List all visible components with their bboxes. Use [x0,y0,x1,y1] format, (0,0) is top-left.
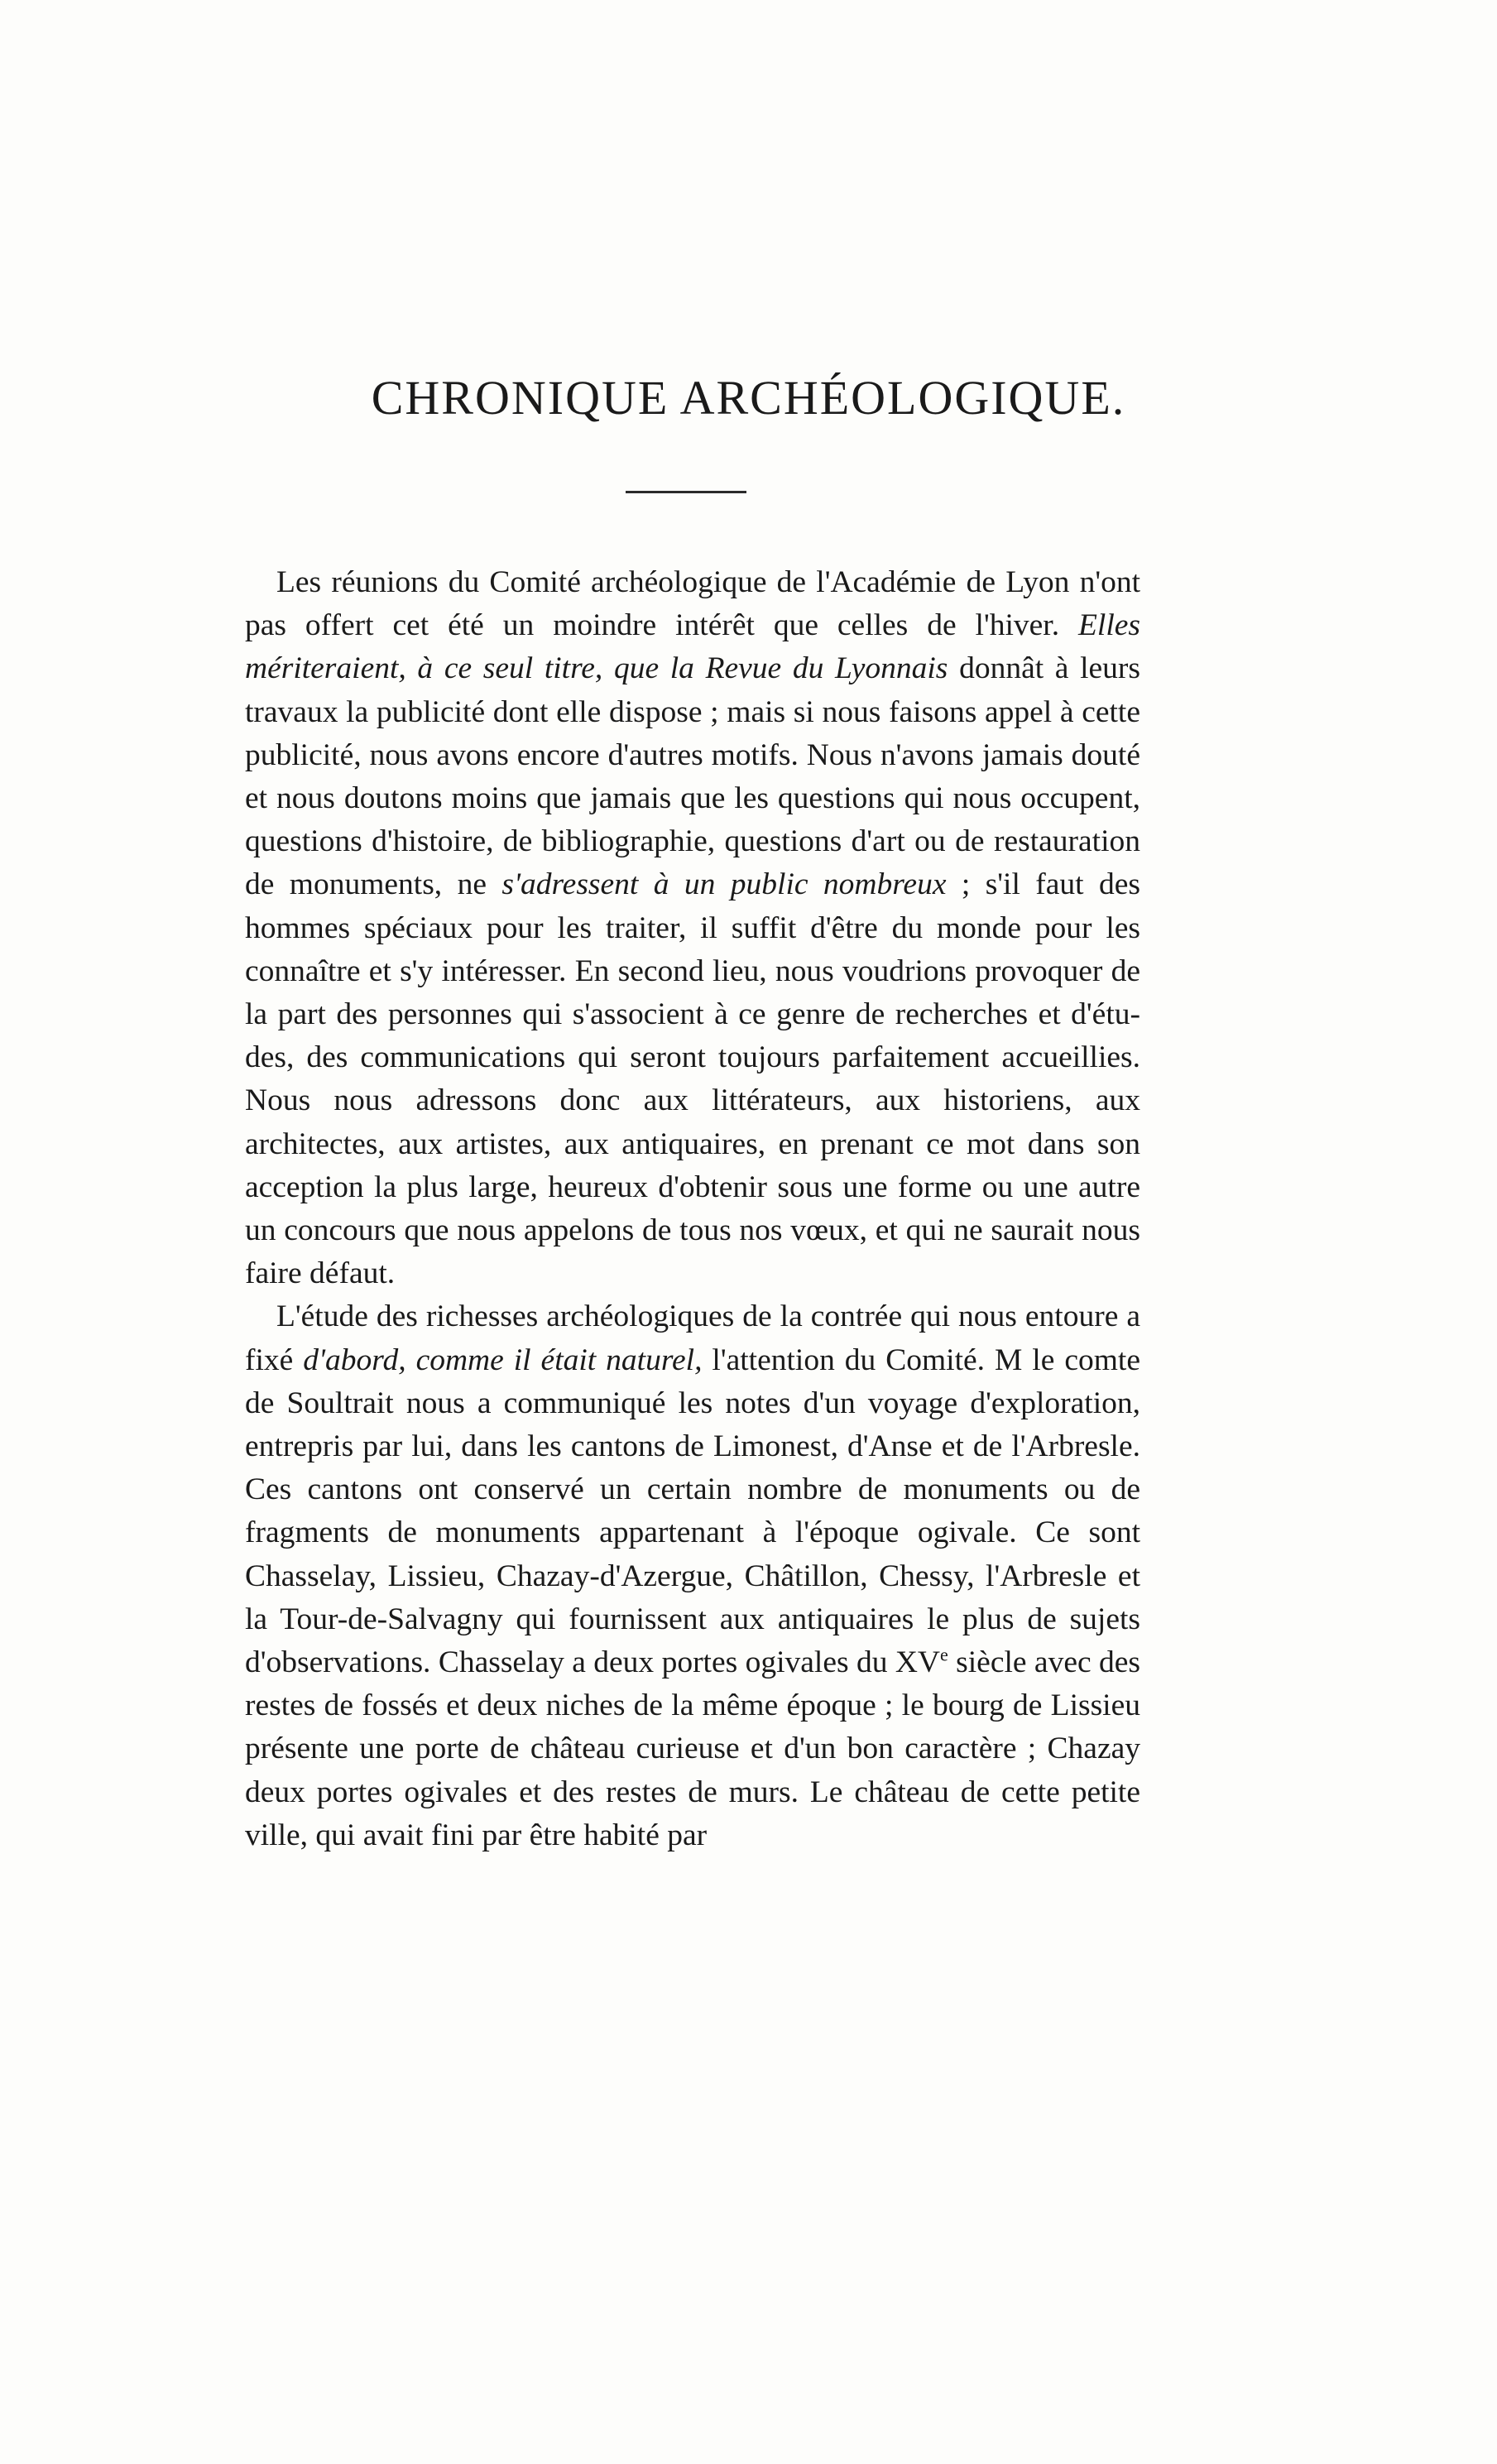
p2-text-3: siècle avec des restes de fossés et deux niches de la même époque ; le bourg de Lissieu présente une porte de château curieuse et d'un bon caractère ; Chazay deux portes ogivales et des restes de murs. Le château de cette petite ville, qui avait fini par être habité par [245,1645,1140,1852]
body-text [245,561,1140,1857]
p1-text-1: Les réunions du Comité archéologique de l'Académie de Lyon n'ont pas offert cet été un moindre intérêt que celles de l'hiver. [245,565,1140,643]
title-divider [626,491,746,493]
page-title: CHRONIQUE ARCHÉOLOGIQUE. [371,371,1126,425]
p1-text-3: ; s'il faut des hommes spéciaux pour les traiter, il suffit d'être du monde pour les connaître et s'y intéresser. En second lieu, nous voudrions provoquer de la part des personnes qui s'associent à ce genre de recherches et d'études, des communications qui seront toujours parfaitement accueillies. Nous nous adressons donc aux littérateurs, aux historiens, aux architectes, aux artistes, aux antiquaires, en prenant ce mot dans son acception la plus large, heureux d'obtenir sous une forme ou une autre un concours que nous appelons de tous nos vœux, et qui ne saurait nous faire défaut. [245,867,1140,1291]
p1-italic-journal-title: Revue du Lyonnais [705,651,948,686]
paragraph-1 [245,561,1140,1295]
p1-text-2: donnât à leurs travaux la publicité dont elle dispose ; mais si nous faisons appel à cette publicité, nous avons encore d'autres motifs. Nous n'avons jamais douté et nous doutons moins que jamais que les questions qui nous occupent, questions d'histoire, de bibliographie, questions d'art ou de restauration de monuments, ne [245,651,1140,902]
p1-italic-2: s'adressent à un public nombreux [501,867,947,902]
p2-italic-1: d'abord, comme il était naturel, [303,1342,703,1377]
p2-superscript: e [940,1644,948,1665]
paragraph-2 [245,1295,1140,1857]
p2-text-1: L'étude des richesses archéologiques de la contrée qui nous entoure a fixé [245,1299,1140,1377]
p2-text-2: l'attention du Comité. M le comte de Soultrait nous a communiqué les notes d'un voyage d'exploration, entrepris par lui, dans les cantons de Limonest, d'Anse et de l'Arbresle. Ces cantons ont conservé un certain nombre de monuments ou de fragments de monuments appartenant à l'époque ogivale. Ce sont Chasselay, Lissieu, Chazay-d'Azergue, Châtillon, Chessy, l'Arbresle et la Tour-de-Salvagny qui fournissent aux antiquaires le plus de sujets d'observations. Chasselay a deux portes ogivales du XV [245,1342,1140,1680]
p1-italic-1: Elles mériteraient, à ce seul titre, que la [245,608,1140,686]
